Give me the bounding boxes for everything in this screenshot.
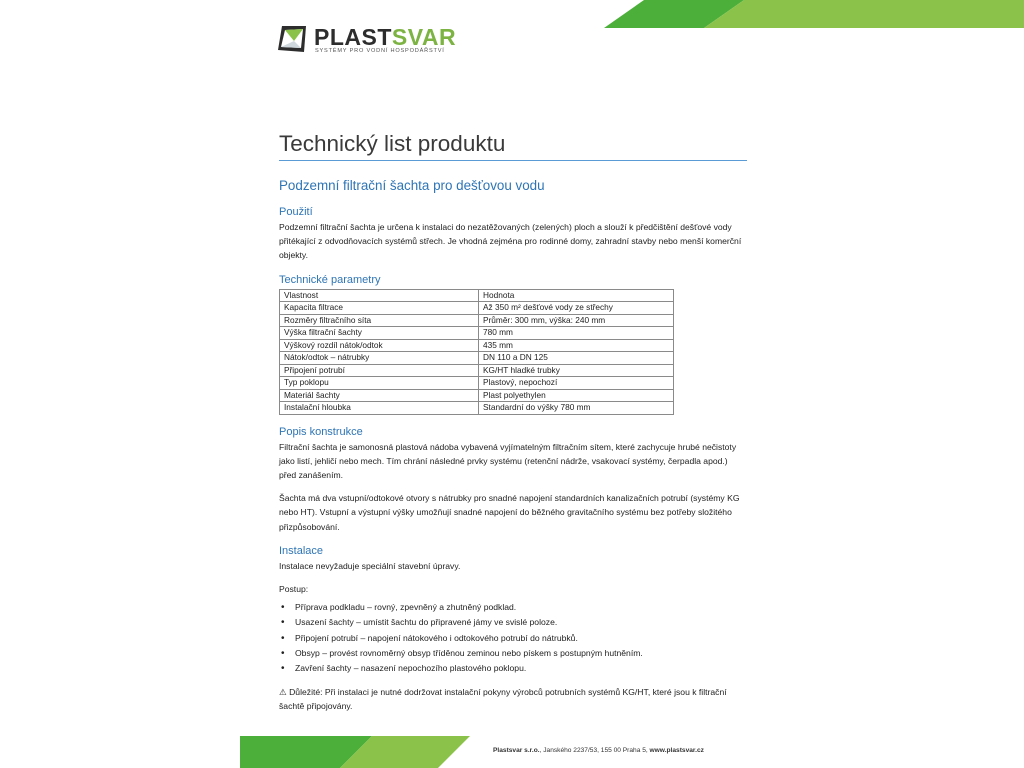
param-name: Kapacita filtrace (280, 302, 479, 315)
usage-heading: Použití (279, 206, 313, 218)
param-value: Plastový, nepochozí (479, 377, 674, 390)
table-row (280, 327, 674, 340)
logo-mark-icon (276, 24, 310, 54)
param-name: Rozměry filtračního síta (280, 314, 479, 327)
param-value: 780 mm (479, 327, 674, 340)
param-name: Výškový rozdíl nátok/odtok (280, 339, 479, 352)
title-divider (279, 160, 747, 161)
footer-web-link[interactable]: www.plastsvar.cz (649, 747, 704, 754)
top-green-stripes (604, 0, 1024, 28)
list-item: • Usazení šachty – umístit šachtu do připravené jámy ve svislé poloze. (295, 615, 747, 630)
logo-name: PLASTSVAR (314, 24, 457, 50)
bottom-green-stripes (0, 736, 520, 768)
install-steps-label: Postup: (279, 584, 309, 595)
install-intro: Instalace nevyžaduje speciální stavební úpravy. (279, 560, 461, 571)
param-value: Průměr: 300 mm, výška: 240 mm (479, 314, 674, 327)
table-header-cell: Hodnota (479, 289, 674, 302)
footer-address: , Janského 2237/53, 155 00 Praha 5, (539, 747, 650, 754)
param-value: DN 110 a DN 125 (479, 352, 674, 365)
param-name: Výška filtrační šachty (280, 327, 479, 340)
install-steps-list (279, 600, 747, 676)
param-value: Až 350 m² dešťové vody ze střechy (479, 302, 674, 315)
document-body (279, 130, 747, 714)
table-row (280, 314, 674, 327)
footer-company: Plastsvar s.r.o. (493, 747, 540, 754)
logo-tagline: SYSTÉMY PRO VODNÍ HOSPODÁŘSTVÍ (315, 48, 445, 54)
param-value: Standardní do výšky 780 mm (479, 402, 674, 415)
table-row (280, 377, 674, 390)
params-table (279, 289, 674, 415)
table-header-cell: Vlastnost (280, 289, 479, 302)
table-row (280, 364, 674, 377)
table-row (280, 402, 674, 415)
product-subtitle: Podzemní filtrační šachta pro dešťovou vodu (279, 178, 545, 193)
list-item: • Připojení potrubí – napojení nátokového i odtokového potrubí do nátrubků. (295, 631, 747, 646)
page-footer (493, 747, 704, 754)
construction-heading: Popis konstrukce (279, 425, 363, 438)
usage-text: Podzemní filtrační šachta je určena k instalaci do nezatěžovaných (zelených) ploch a slouží k předčištění dešťové vody přitékající z odvodňovacích systémů střech. Je vhodná zejména pro rodinné domy, zahradní stavby nebo menší komerční objekty. (279, 222, 742, 261)
list-item: • Příprava podkladu – rovný, zpevněný a zhutněný podklad. (295, 600, 747, 615)
table-row (280, 389, 674, 402)
param-value: KG/HT hladké trubky (479, 364, 674, 377)
document-title: Technický list produktu (279, 131, 506, 156)
list-item: • Obsyp – provést rovnoměrný obsyp tříděnou zeminou nebo pískem s postupným hutněním. (295, 646, 747, 661)
install-heading: Instalace (279, 544, 324, 557)
construction-text-2: Šachta má dva vstupní/odtokové otvory s nátrubky pro snadné napojení standardních kanalizačních potrubí (systémy KG nebo HT). Vstupní a výstupní výšky umožňují snadné napojení do běžného gravitačního systému bez potřeby složitého přizpůsobování. (279, 493, 740, 532)
param-name: Typ poklopu (280, 377, 479, 390)
construction-text-1: Filtrační šachta je samonosná plastová nádoba vybavená vyjímatelným filtračním sítem, které zachycuje hrubé nečistoty jako listí, jehličí nebo mech. Tím chrání následné prvky systému (retenční nádrže, vsakovací systémy, čerpadla apod.) před zanášením. (279, 441, 737, 481)
table-row (280, 302, 674, 315)
param-name: Nátok/odtok – nátrubky (280, 352, 479, 365)
company-logo (276, 24, 457, 60)
params-heading: Technické parametry (279, 273, 381, 286)
table-row (280, 352, 674, 365)
param-name: Materiál šachty (280, 389, 479, 402)
list-item: • Zavření šachty – nasazení nepochozího plastového poklopu. (295, 661, 747, 676)
param-value: Plast polyethylen (479, 389, 674, 402)
table-row (280, 339, 674, 352)
table-header-row (280, 289, 674, 302)
param-name: Připojení potrubí (280, 364, 479, 377)
param-value: 435 mm (479, 339, 674, 352)
install-note: ⚠ Důležité: Při instalaci je nutné dodržovat instalační pokyny výrobců potrubních systémů KG/HT, které jsou k filtrační šachtě připojovány. (279, 687, 727, 712)
param-name: Instalační hloubka (280, 402, 479, 415)
